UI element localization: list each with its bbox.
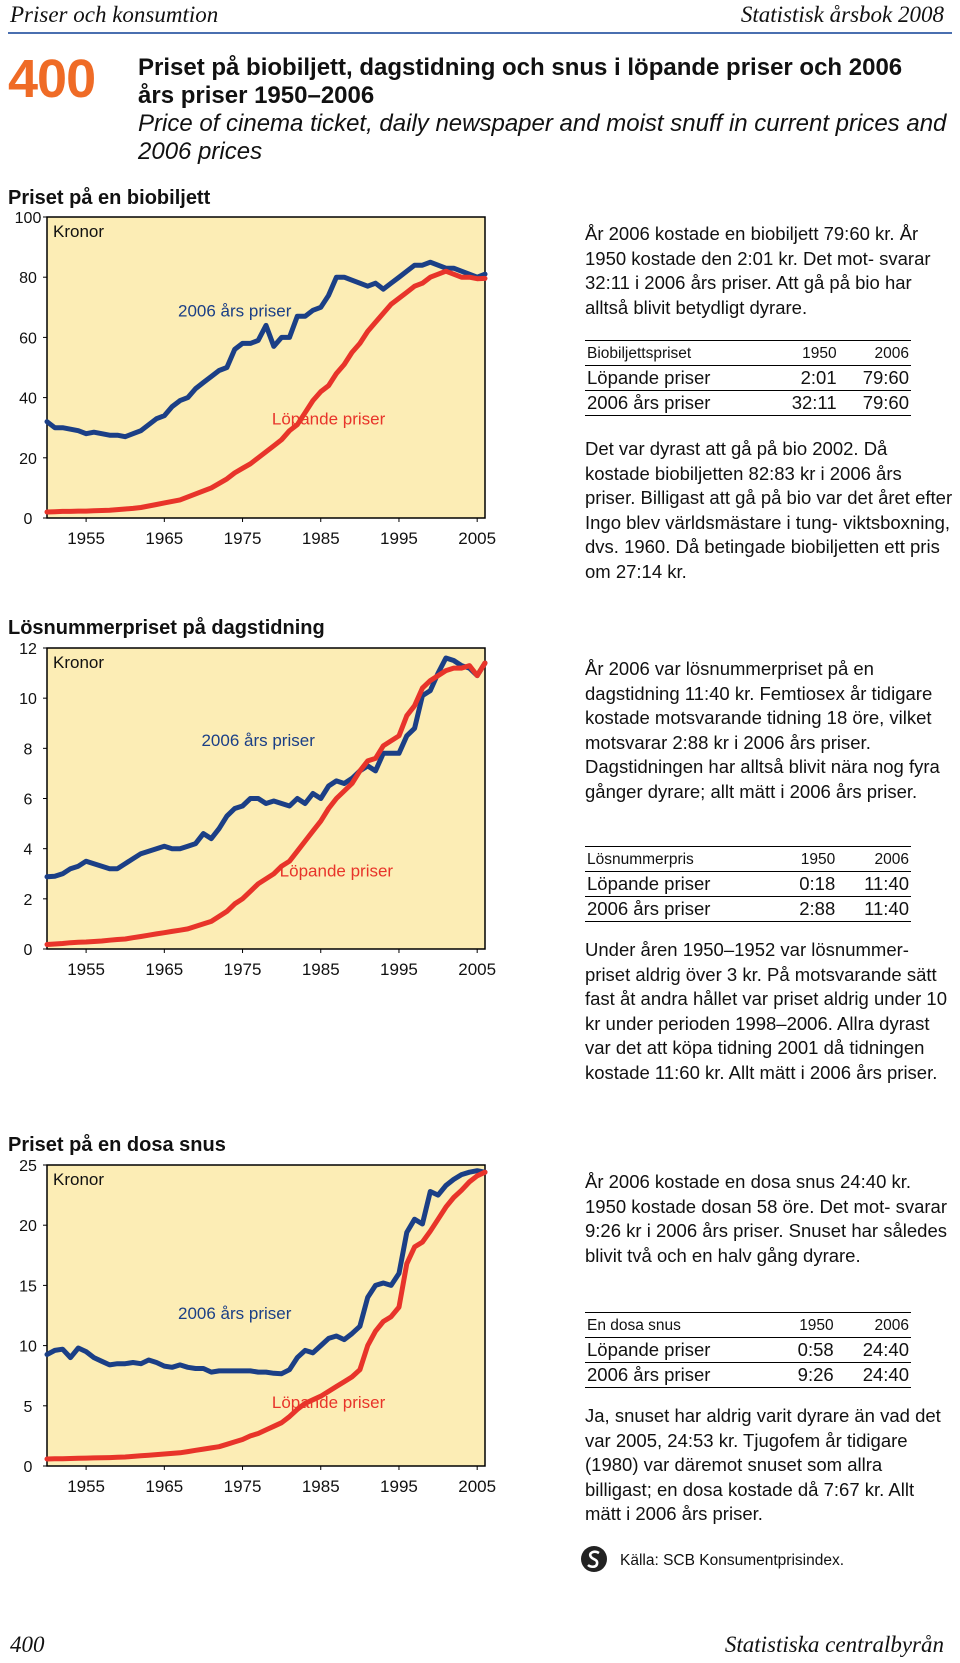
table-header-label: Biobiljettspriset [585, 341, 768, 366]
x-tick-label: 1985 [301, 1477, 340, 1496]
cinema-text-1: År 2006 kostade en biobiljett 79:60 kr. År 1950 kostade den 2:01 kr. Det mot- svarar 32:11 i 2006 års priser. Att gå på bio har alltså blivit betydligt dyrare. [585, 223, 931, 318]
table-row-label: 2006 års priser [585, 1363, 776, 1388]
source-note: Källa: SCB Konsumentprisindex. [620, 1552, 845, 1569]
x-tick-label: 1995 [380, 960, 418, 979]
table-cell: 0:58 [776, 1338, 836, 1363]
unit-label: Kronor [53, 1170, 105, 1189]
x-tick-label: 2005 [458, 529, 497, 548]
series-label: 2006 års priser [201, 730, 315, 750]
x-tick-label: 2005 [458, 960, 497, 979]
snuff-text-2: Ja, snuset har aldrig varit dyrare än vad det var 2005, 24:53 kr. Tjugofem år tidigare (1980) var däremot snuset som allra billigast; en dosa kostade då 7:67 kr. Allt mätt i 2006 års priser. [585, 1405, 941, 1524]
y-tick-label: 40 [19, 390, 37, 408]
table-header-1950: 1950 [777, 847, 837, 872]
y-tick-label: 25 [19, 1158, 37, 1175]
table-row-label: Löpande priser [585, 872, 777, 897]
running-header-right: Statistisk årsbok 2008 [740, 2, 944, 27]
x-tick-label: 1965 [145, 529, 184, 548]
y-tick-label: 5 [23, 1398, 33, 1416]
x-tick-label: 1965 [145, 960, 184, 979]
table-header-2006: 2006 [837, 847, 911, 872]
header-rule [8, 32, 952, 34]
snuff-table [585, 1312, 911, 1388]
y-tick-label: 15 [19, 1278, 37, 1296]
x-tick-label: 1955 [67, 960, 106, 979]
y-tick-label: 0 [23, 1459, 33, 1476]
x-tick-label: 1965 [145, 1477, 184, 1496]
newspaper-table [585, 846, 911, 922]
table-row-label: Löpande priser [585, 366, 768, 391]
newspaper-text-1: År 2006 var lösnummerpriset på en dagstidning 11:40 kr. Femtiosex år tidigare kostade motsvarande tidning 18 öre, vilket motsvarar 2:88 kr i 2006 års priser. Dagstidningen har alltså blivit nära nog fyra gånger dyrare; allt mätt i 2006 års priser. [585, 658, 940, 802]
section-heading-snuff: Priset på en dosa snus [8, 1134, 226, 1156]
y-tick-label: 100 [14, 210, 42, 227]
x-tick-label: 1975 [223, 529, 262, 548]
cinema-table [585, 340, 911, 416]
table-cell: 11:40 [837, 897, 911, 922]
table-cell: 2:01 [768, 366, 838, 391]
table-cell: 79:60 [839, 391, 911, 416]
series-label: Löpande priser [271, 1393, 386, 1413]
y-tick-label: 80 [19, 270, 37, 288]
y-tick-label: 4 [23, 841, 33, 859]
section-heading-newspaper: Lösnummerpriset på dagstidning [8, 617, 325, 639]
newspaper-text-2: Under åren 1950–1952 var lösnummer- priset aldrig över 3 kr. På motsvarande sätt fast åt andra hållet var priset aldrig under 10 kr under perioden 1998–2006. Allra dyrast var det att köpa tidning 2001 då tidningen kostade 11:60 kr. Allt mätt i 2006 års priser. [585, 939, 947, 1083]
plot-area [47, 217, 485, 518]
table-header-label: Lösnummerpris [585, 847, 777, 872]
running-footer-right: Statistiska centralbyrån [724, 1632, 944, 1657]
y-tick-label: 8 [23, 741, 33, 759]
scb-logo-icon [580, 1545, 608, 1573]
table-row-label: 2006 års priser [585, 391, 768, 416]
table-cell: 24:40 [836, 1338, 911, 1363]
table-header-label: En dosa snus [585, 1313, 776, 1338]
table-header-2006: 2006 [839, 341, 911, 366]
table-cell: 2:88 [777, 897, 837, 922]
y-tick-label: 20 [19, 450, 37, 468]
table-header-2006: 2006 [836, 1313, 911, 1338]
table-row-label: 2006 års priser [585, 897, 777, 922]
y-tick-label: 12 [19, 641, 37, 658]
cinema-text-2: Det var dyrast att gå på bio 2002. Då kostade biobiljetten 82:83 kr i 2006 års priser. Billigast att gå på bio var det året efter Ingo blev världsmästare i tung- viktsboxning, dvs. 1960. Då betingade biobiljetten ett pris om 27:14 kr. [585, 438, 953, 582]
table-cell: 0:18 [777, 872, 837, 897]
x-tick-label: 1975 [223, 1477, 262, 1496]
table-row-label: Löpande priser [585, 1338, 776, 1363]
y-tick-label: 0 [23, 511, 33, 528]
table-cell: 9:26 [776, 1363, 836, 1388]
y-tick-label: 10 [19, 1338, 37, 1356]
y-tick-label: 10 [19, 691, 37, 709]
table-cell: 32:11 [768, 391, 838, 416]
table-number: 400 [8, 49, 96, 109]
y-tick-label: 0 [23, 942, 33, 959]
x-tick-label: 1975 [223, 960, 262, 979]
x-tick-label: 1955 [67, 1477, 106, 1496]
x-tick-label: 1985 [301, 960, 340, 979]
table-cell: 24:40 [836, 1363, 911, 1388]
x-tick-label: 2005 [458, 1477, 497, 1496]
table-cell: 11:40 [837, 872, 911, 897]
x-tick-label: 1995 [380, 529, 418, 548]
page-number: 400 [10, 1632, 45, 1657]
cinema-ticket-chart [0, 212, 560, 582]
x-tick-label: 1995 [380, 1477, 418, 1496]
y-tick-label: 2 [23, 891, 33, 909]
series-label: Löpande priser [271, 409, 386, 429]
newspaper-chart [0, 643, 560, 1013]
series-label: 2006 års priser [178, 301, 292, 321]
x-tick-label: 1955 [67, 529, 106, 548]
snuff-chart [0, 1160, 560, 1530]
unit-label: Kronor [53, 653, 105, 672]
page-subtitle: Price of cinema ticket, daily newspaper and moist snuff in current prices and 2006 prices [138, 110, 947, 165]
section-heading-cinema: Priset på en biobiljett [8, 187, 211, 209]
running-header-left: Priser och konsumtion [10, 2, 219, 27]
y-tick-label: 6 [23, 791, 33, 809]
table-header-1950: 1950 [768, 341, 838, 366]
unit-label: Kronor [53, 222, 105, 241]
table-cell: 79:60 [839, 366, 911, 391]
x-tick-label: 1985 [301, 529, 340, 548]
page-title: Priset på biobiljett, dagstidning och snus i löpande priser och 2006 års priser 1950–2006 [138, 54, 903, 109]
table-header-1950: 1950 [776, 1313, 836, 1338]
y-tick-label: 60 [19, 330, 37, 348]
series-label: Löpande priser [279, 861, 394, 881]
series-label: 2006 års priser [178, 1304, 292, 1324]
snuff-text-1: År 2006 kostade en dosa snus 24:40 kr. 1950 kostade dosan 58 öre. Det mot- svarar 9:26 kr i 2006 års priser. Snuset har således blivit två och en halv gång dyrare. [585, 1171, 947, 1266]
y-tick-label: 20 [19, 1218, 37, 1236]
